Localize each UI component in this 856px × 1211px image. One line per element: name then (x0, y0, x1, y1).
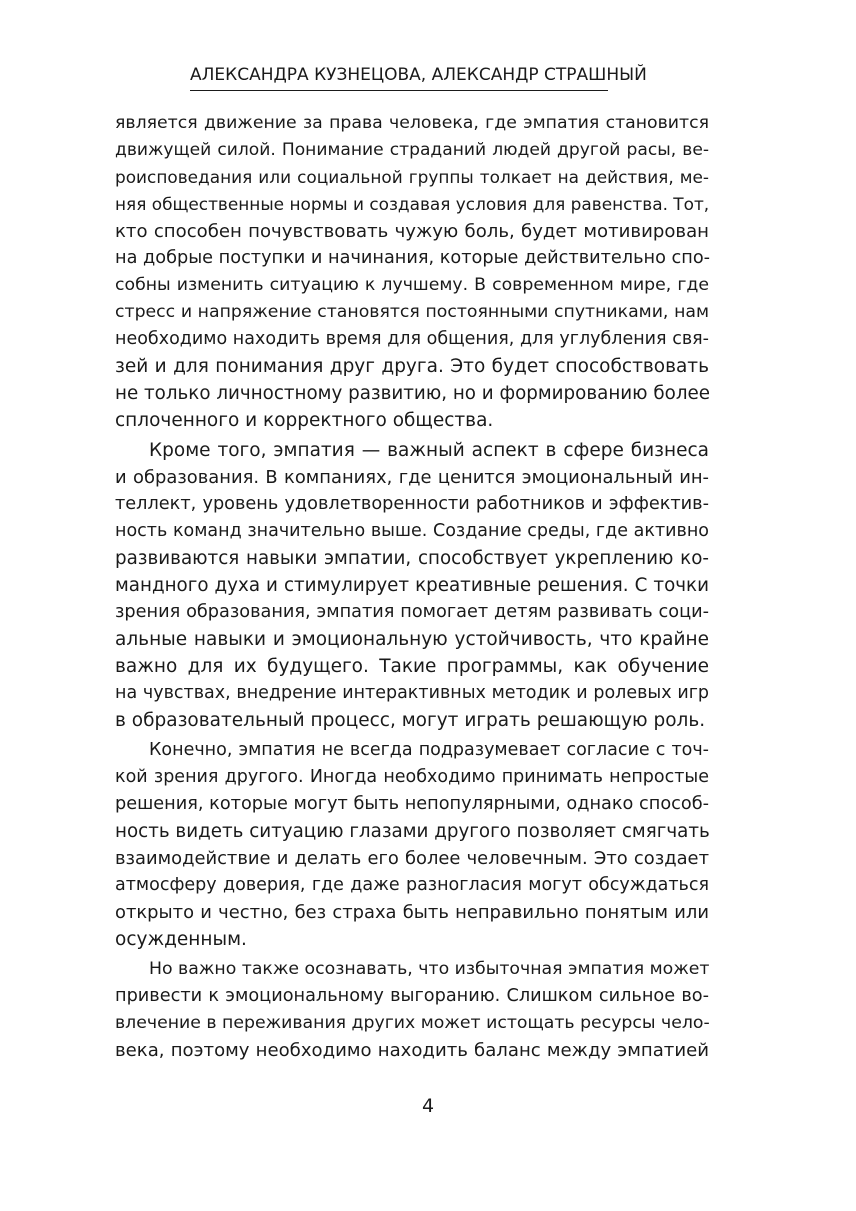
text-line: осужденным. (115, 929, 247, 950)
text-line: няя общественные нормы и создавая условия для равенства. Тот, (115, 194, 710, 214)
text-line: кой зрения другого. Иногда необходимо принимать непростые (115, 767, 709, 787)
text-line: ность видеть ситуацию глазами другого позволяет смягчать (115, 821, 710, 842)
text-line: привести к эмоциональному выгоранию. Слишком сильное во- (115, 986, 709, 1006)
text-line: Конечно, эмпатия не всегда подразумевает согласие с точ- (149, 740, 709, 760)
text-line: стресс и напряжение становятся постоянными спутниками, нам (115, 302, 709, 322)
text-line: открыто и честно, без страха быть неправильно понятым или (115, 902, 709, 923)
text-line: роисповедания или социальной группы толкает на действия, ме- (115, 167, 709, 187)
text-line: развиваются навыки эмпатии, способствует укреплению ко- (115, 548, 709, 569)
text-line: зрения образования, эмпатия помогает детям развивать соци- (115, 602, 709, 622)
text-line: является движение за права человека, где эмпатия становится (115, 113, 709, 133)
text-line: движущей силой. Понимание страданий людей другой расы, ве- (115, 140, 709, 160)
page-number: 4 (421, 1095, 435, 1117)
paragraph (115, 437, 709, 734)
text-line: важно для их будущего. Такие программы, как обучение (115, 656, 709, 677)
paragraph (115, 956, 709, 1064)
text-line: атмосферу доверия, где даже разногласия могут обсуждаться (115, 875, 709, 895)
text-line: и образования. В компаниях, где ценится эмоциональный ин- (115, 467, 709, 488)
text-line: ность команд значительно выше. Создание среды, где активно (115, 521, 709, 541)
text-line: кто способен почувствовать чужую боль, будет мотивирован (115, 221, 709, 242)
text-line: теллект, уровень удовлетворенности работников и эффектив- (115, 494, 709, 514)
text-line: собны изменить ситуацию к лучшему. В современном мире, где (115, 275, 709, 295)
running-head: АЛЕКСАНДРА КУЗНЕЦОВА, АЛЕКСАНДР СТРАШНЫЙ (190, 62, 608, 91)
text-line: необходимо находить время для общения, для углубления свя- (115, 329, 709, 349)
text-line: не только личностному развитию, но и формированию более (115, 383, 710, 404)
text-line: на добрые поступки и начинания, которые действительно спо- (115, 248, 711, 268)
text-line: взаимодействие и делать его более человечным. Это создает (115, 848, 709, 869)
text-line: века, поэтому необходимо находить баланс между эмпатией (115, 1040, 709, 1061)
text-line: на чувствах, внедрение интерактивных методик и ролевых игр (115, 683, 709, 703)
text-line: влечение в переживания других может истощать ресурсы чело- (115, 1013, 710, 1033)
text-line: зей и для понимания друг друга. Это будет способствовать (115, 356, 709, 377)
text-line: мандного духа и стимулирует креативные решения. С точки (115, 575, 709, 596)
body-text (115, 110, 709, 1067)
text-line: в образовательный процесс, могут играть решающую роль. (115, 710, 706, 731)
paragraph (115, 110, 709, 434)
text-line: сплоченного и корректного общества. (115, 410, 494, 431)
text-line: альные навыки и эмоциональную устойчивость, что крайне (115, 629, 709, 650)
text-line: Но важно также осознавать, что избыточная эмпатия может (149, 959, 710, 979)
paragraph (115, 737, 709, 953)
text-line: решения, которые могут быть непопулярными, однако способ- (115, 794, 709, 814)
text-line: Кроме того, эмпатия — важный аспект в сфере бизнеса (149, 440, 709, 461)
